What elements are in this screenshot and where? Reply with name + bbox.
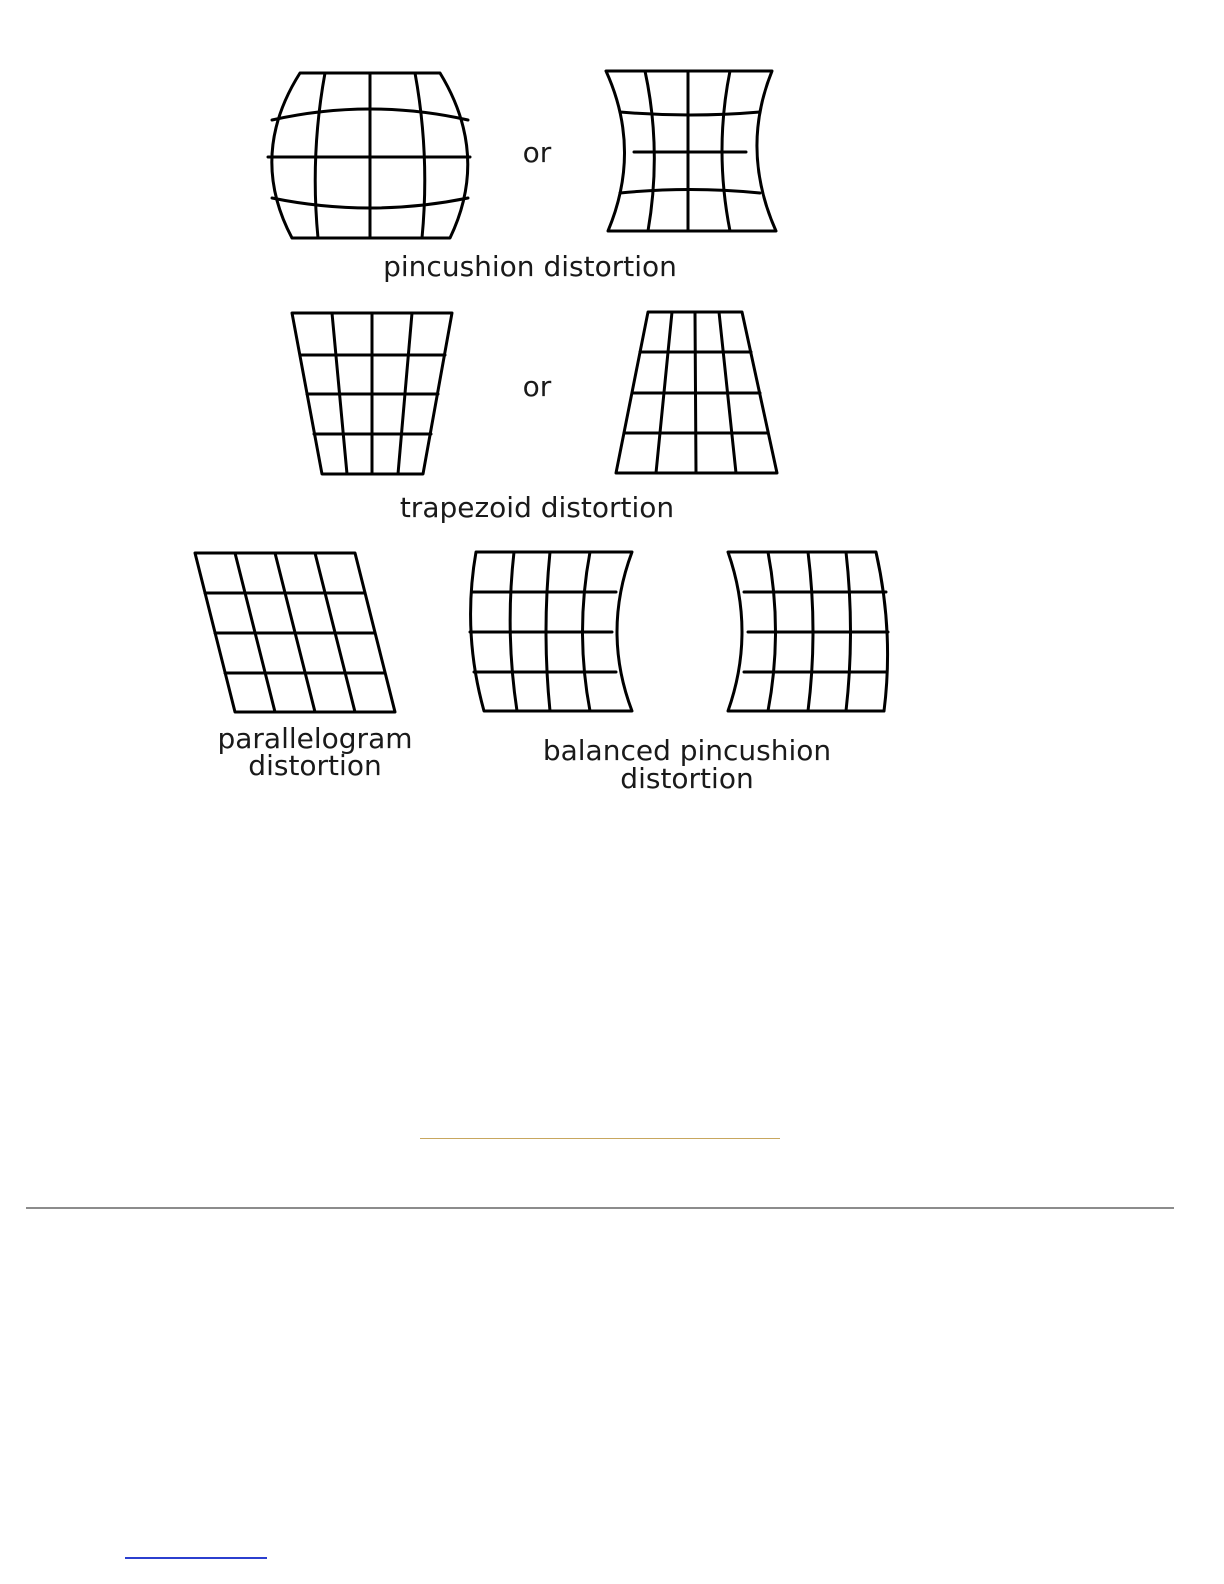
trapezoid-label: trapezoid distortion bbox=[399, 491, 675, 524]
page-divider bbox=[26, 1207, 1174, 1209]
barrel-grid bbox=[268, 73, 470, 238]
accent-rule bbox=[420, 1138, 780, 1139]
pincushion-label: pincushion distortion bbox=[383, 250, 677, 283]
balanced-pincushion-label-line1: balanced pincushion bbox=[542, 734, 832, 767]
trapezoid-grid-narrow-bottom bbox=[292, 313, 452, 474]
footer-link[interactable] bbox=[125, 1557, 267, 1559]
trapezoid-grid-narrow-top bbox=[616, 312, 777, 473]
pincushion-or-text: or bbox=[522, 136, 552, 169]
parallelogram-label-line2: distortion bbox=[248, 749, 382, 782]
balanced-pincushion-label-line2: distortion bbox=[620, 762, 754, 795]
balanced-pincushion-grid-left bbox=[470, 552, 632, 711]
trapezoid-or-text: or bbox=[522, 370, 552, 403]
pincushion-grid bbox=[606, 71, 776, 231]
parallelogram-label-line1: parallelogram bbox=[217, 722, 413, 755]
parallelogram-grid bbox=[195, 553, 395, 712]
balanced-pincushion-grid-right bbox=[728, 552, 888, 711]
